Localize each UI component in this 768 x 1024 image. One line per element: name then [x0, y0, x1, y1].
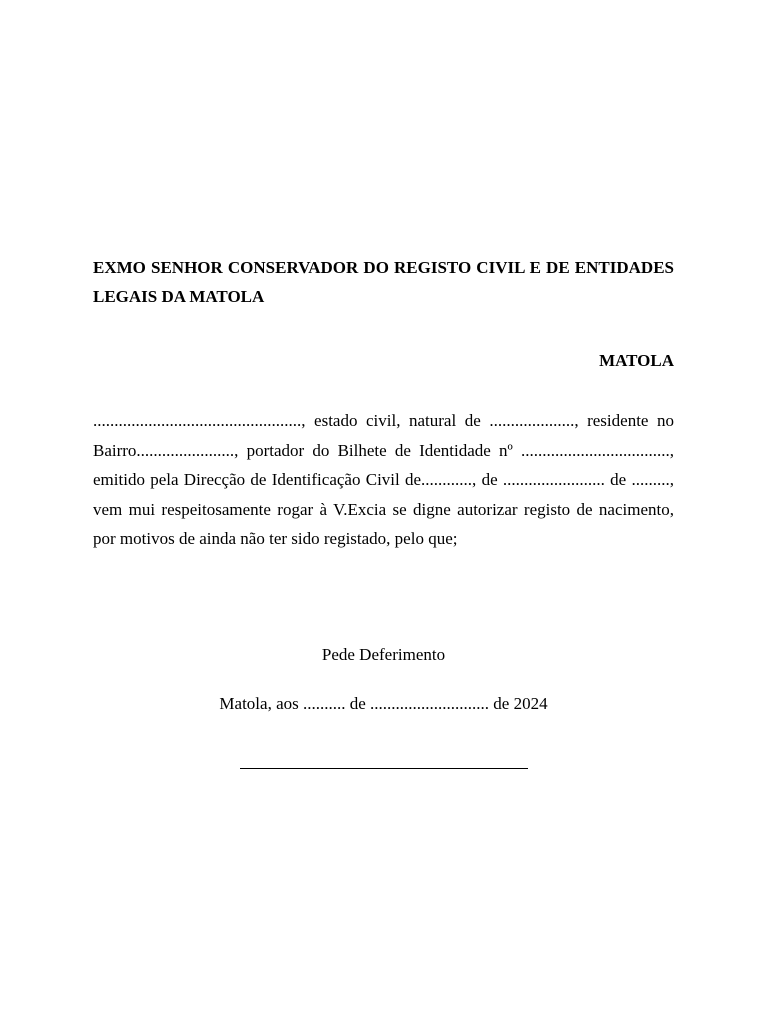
city-heading: MATOLA	[599, 351, 674, 370]
request-paragraph: ................................................., estado civil, natural de ...................., residente no Bairro......................., portador do Bilhete de Identidade nº ..................................., emitido pela Direcção de Identificação Civil de............, de ........................ de ........., vem mui respeitosamente rogar à V.Excia se digne autorizar registo de nacimento, por motivos de ainda não ter sido registado, pelo que;	[93, 411, 674, 549]
addressee-heading: EXMO SENHOR CONSERVADOR DO REGISTO CIVIL E DE ENTIDADES LEGAIS DA MATOLA	[93, 258, 674, 306]
date-line: Matola, aos .......... de ............................ de 2024	[219, 694, 548, 713]
closing-text: Pede Deferimento	[321, 645, 446, 664]
signature-line	[240, 768, 528, 769]
